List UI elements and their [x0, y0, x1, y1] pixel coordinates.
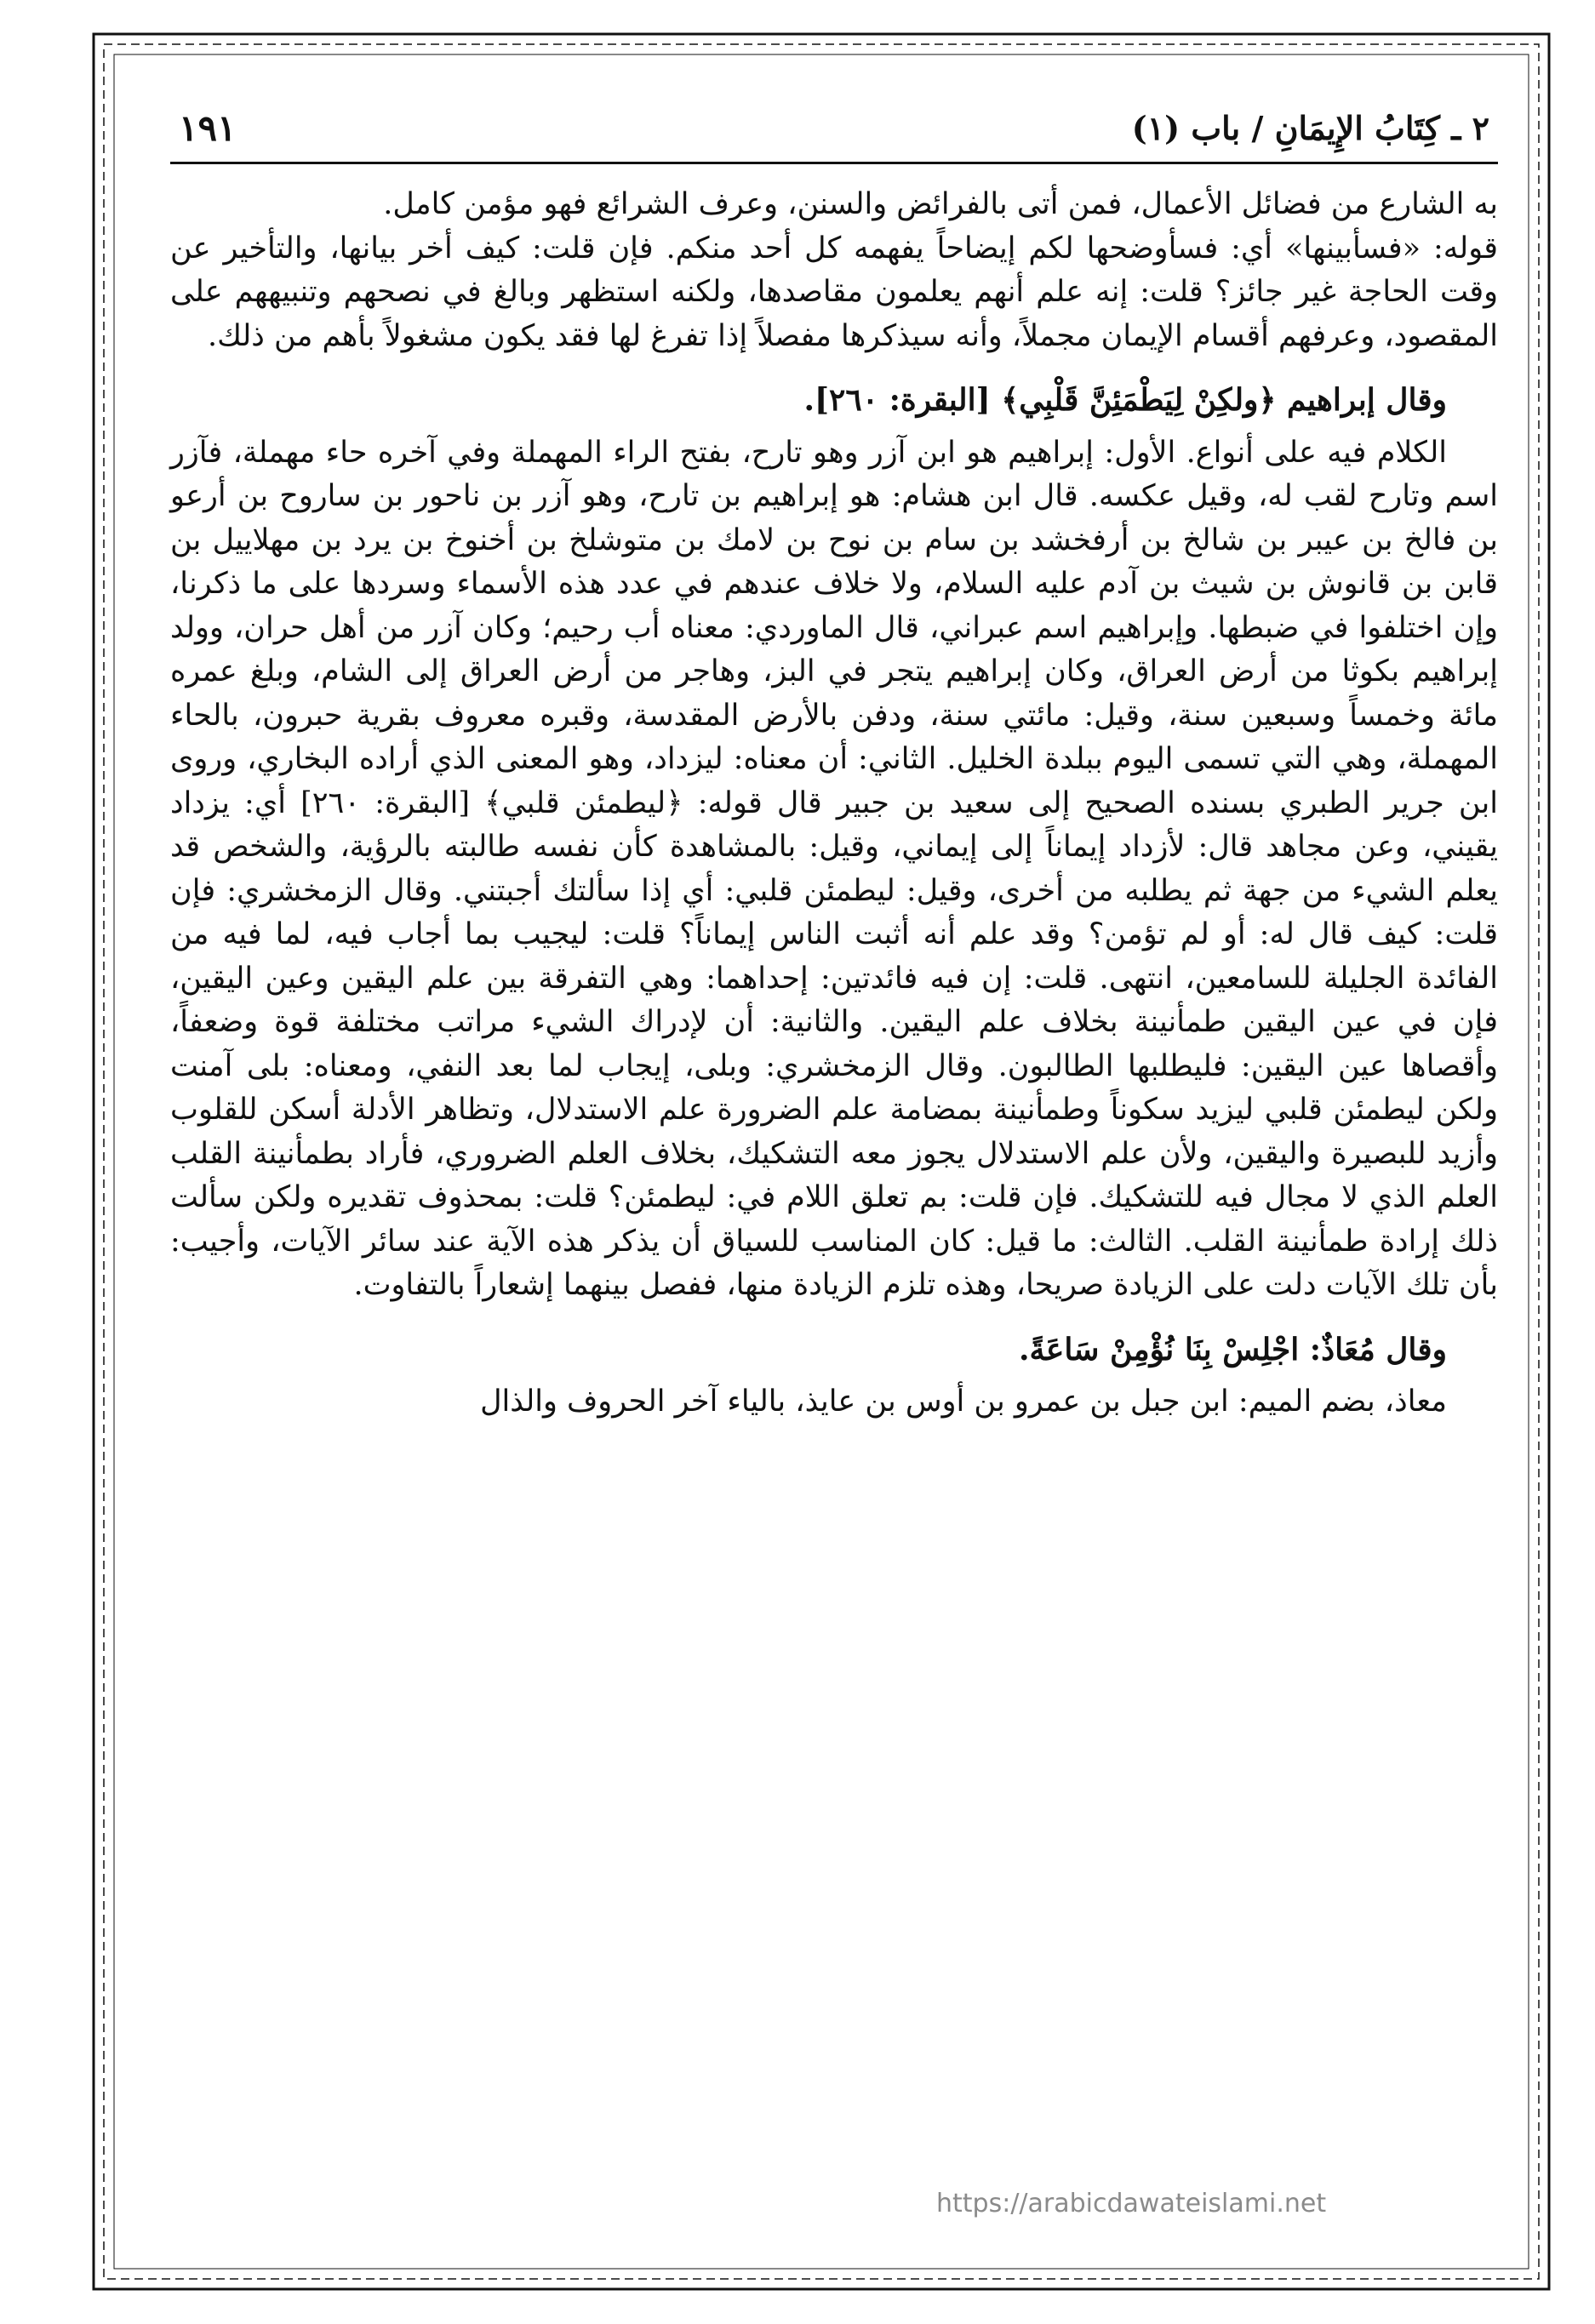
spacer [170, 358, 1498, 370]
quoted-heading-muadh: وقال مُعَاذٌ: اجْلِسْ بِنَا نُؤْمِنْ سَاعَةً. [1019, 1331, 1447, 1368]
paragraph-1: به الشارع من فضائل الأعمال، فمن أتى بالفرائض والسنن، وعرف الشرائع فهو مؤمن كامل. [383, 187, 1498, 221]
page-number: ١٩١ [179, 107, 237, 149]
paragraph-commentary: الكلام فيه على أنواع. الأول: إبراهيم هو ابن آزر وهو تارح، بفتح الراء المهملة وفي آخره حاء مهملة، فآزر اسم وتارح لقب له، وقيل عكسه. قال ابن هشام: هو إبراهيم بن تارح، وهو آزر بن ناحور بن ساروح بن أرعو بن فالخ بن عيبر بن شالخ بن أرفخشد بن سام بن نوح بن لامك بن متوشلخ بن أخنوخ بن يرد بن مهلاييل بن قابن بن قانوش بن شيث بن آدم عليه السلام، ولا خلاف عندهم في عدد هذه الأسماء وسردها على ما ذكرنا، وإن اختلفوا في ضبطها. وإبراهيم اسم عبراني، قال الماوردي: معناه أب رحيم؛ وكان آزر من أهل حران، وولد إبراهيم بكوثا من أرض العراق، وكان إبراهيم يتجر في البز، وهاجر من أرض العراق إلى الشام، وبلغ عمره مائة وخمساً وسبعين سنة، وقيل: مائتي سنة، ودفن بالأرض المقدسة، وقبره معروف بقرية حبرون، بالحاء المهملة، وهي التي تسمى اليوم ببلدة الخليل. الثاني: أن معناه: ليزداد، وهو المعنى الذي أراده البخاري، وروى ابن جرير الطبري بسنده الصحيح إلى سعيد بن جبير قال قوله: ﴿ليطمئن قلبي﴾ [البقرة: ٢٦٠] أي: يزداد يقيني، وعن مجاهد قال: لأزداد إيماناً إلى إيماني، وقيل: بالمشاهدة كأن نفسه طالبته بالرؤية، والشخص قد يعلم الشيء من جهة ثم يطلبه من أخرى، وقيل: ليطمئن قلبي: أي إذا سألتك أجبتني. وقال الزمخشري: فإن قلت: كيف قال له: أو لم تؤمن؟ وقد علم أنه أثبت الناس إيماناً؟ قلت: ليجيب بما أجاب فيه، لما فيه من الفائدة الجليلة للسامعين، انتهى. قلت: إن فيه فائدتين: إحداهما: وهي التفرقة بين علم اليقين وعين اليقين، فإن في عين اليقين طمأنينة بخلاف علم اليقين. والثانية: أن لإدراك الشيء مراتب مختلفة قوة وضعفاً، وأقصاها عين اليقين: فليطلبها الطالبون. وقال الزمخشري: وبلى، إيجاب لما بعد النفي، ومعناه: بلى آمنت ولكن ليطمئن قلبي ليزيد سكوناً وطمأنينة بمضامة علم الضرورة علم الاستدلال، وتظاهر الأدلة أسكن للقلوب وأزيد للبصيرة واليقين، ولأن علم الاستدلال يجوز معه التشكيك، بخلاف العلم الضروري، فأراد بطمأنينة القلب العلم الذي لا مجال فيه للتشكيك. فإن قلت: بم تعلق اللام في: ليطمئن؟ قلت: بمحذوف تقديره ولكن سألت ذلك إرادة طمأنينة القلب. الثالث: ما قيل: كان المناسب للسياق أن يذكر هذه الآية عند سائر الآيات، وأجيب: بأن تلك الآيات دلت على الزيادة صريحا، وهذه تلزم الزيادة منها، ففصل بينهما إشعاراً بالتفاوت. [170, 435, 1499, 1302]
book-page [170, 102, 1498, 1425]
paragraph-2: قوله: «فسأبينها» أي: فسأوضحها لكم إيضاحاً يفهمه كل أحد منكم. فإن قلت: كيف أخر بيانها، والتأخير عن وقت الحاجة غير جائز؟ قلت: إنه علم أنهم يعلمون مقاصدها، ولكنه استظهر وبالغ في نصحهم وتنبيههم على المقصود، وعرفهم أقسام الإيمان مجملاً، وأنه سيذكرها مفصلاً إذا تفرغ لها فقد يكون مشغولاً بأهم من ذلك. [170, 231, 1498, 353]
spacer [170, 1308, 1498, 1320]
running-title: ٢ ـ كِتَابُ الإِيمَانِ / باب (١) [1131, 109, 1489, 147]
paragraph-muadh: معاذ، بضم الميم: ابن جبل بن عمرو بن أوس بن عايذ، بالياء آخر الحروف والذال [480, 1385, 1447, 1419]
page-body [170, 183, 1498, 1425]
page-header [170, 102, 1498, 164]
quoted-heading-ibrahim: وقال إبراهيم ﴿ولكِنْ لِيَطْمَئِنَّ قَلْبِي﴾ [البقرة: ٢٦٠]. [803, 382, 1447, 418]
watermark-url: https://arabicdawateislami.net [936, 2189, 1327, 2218]
